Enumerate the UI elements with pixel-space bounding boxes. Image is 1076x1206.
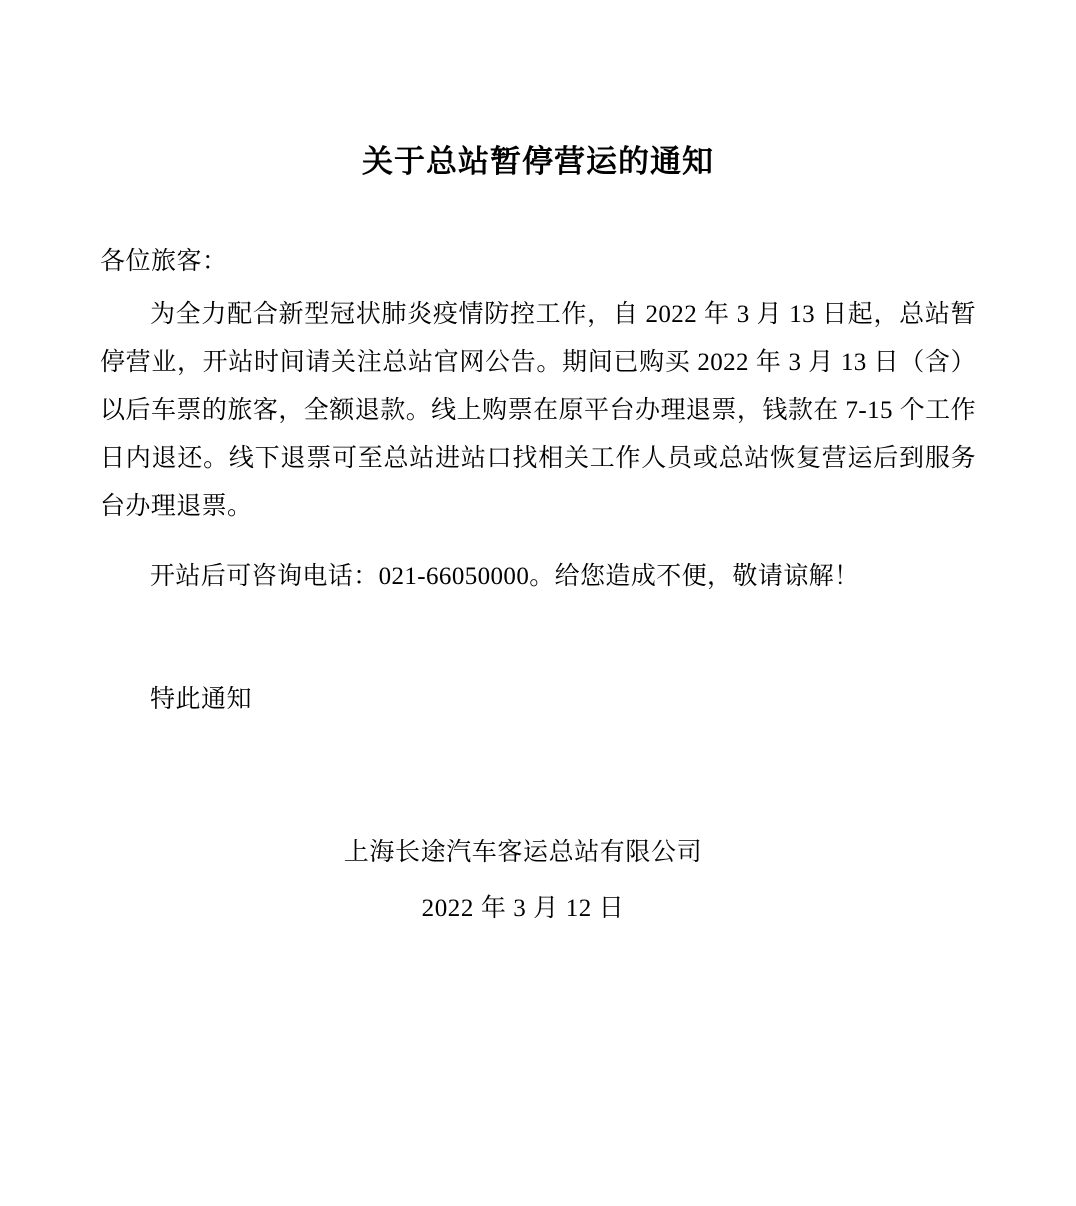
signature-date: 2022 年 3 月 12 日 xyxy=(421,894,625,922)
salutation-text: 各位旅客： xyxy=(100,248,228,276)
signature-block xyxy=(100,833,976,929)
body-paragraph-2: 开站后可咨询电话：021-66050000。给您造成不便，敬请谅解！ xyxy=(150,562,860,590)
closing-text: 特此通知 xyxy=(150,685,253,713)
page-title: 关于总站暂停营运的通知 xyxy=(362,144,714,179)
notice-document-page xyxy=(0,140,1076,1206)
signature-organization: 上海长途汽车客运总站有限公司 xyxy=(343,838,703,866)
body-paragraph-1: 为全力配合新型冠状肺炎疫情防控工作，自 2022 年 3 月 13 日起，总站暂停营业，开站时间请关注总站官网公告。期间已购买 2022 年 3 月 13 日（含）以后车票的旅客，全额退款。线上购票在原平台办理退票，钱款在 7-15 个工作日内退还。线下退票可至总站进站口找相关工作人员或总站恢复营运后到服务台办理退票。 xyxy=(100,300,976,520)
